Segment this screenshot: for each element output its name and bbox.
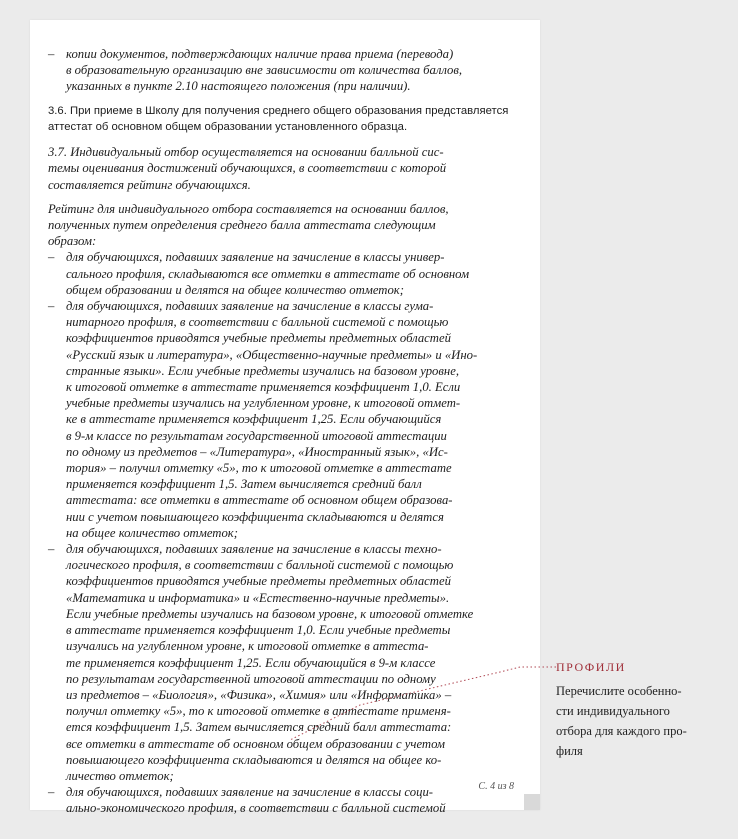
paragraph-rating: Рейтинг для индивидуального отбора составляется на основании баллов, полученных путем определения среднего балла аттестата следующим образом:: [48, 201, 449, 249]
list-item-text: для обучающихся, подавших заявление на зачисление в классы гума- нитарного профиля, в соответствии с балльной системой с помощью коэффициентов приводятся учебные предметы предметных областей «Русский язык и литература», «Общественно-научные предметы» и «Ино- странные языки». Если учебные предметы изучались на базовом уровне, к итоговой отметке в аттестате применяется коэффициент 1,0. Если учебные предметы изучались на углубленном уровне, к итоговой отмет- ке в аттестате применяется коэффициент 1,25. Если обучающийся в 9-м классе по результатам государственной итоговой аттестации по одному из предметов – «Литература», «Иностранный язык», «Ис- тория» – получил отметку «5», то к итоговой отметке в аттестате применяется коэффициент 1,5. Затем вычисляется средний балл аттестата: все отметки в аттестате об основном общем образова- нии с учетом повышающего коэффициента складываются и делятся на общее количество отметок;: [66, 299, 478, 540]
list-item-text: для обучающихся, подавших заявление на зачисление в классы универ- сального профиля, складываются все отметки в аттестате об основном общем образовании и делятся на общее количество отметок;: [66, 250, 470, 297]
list-item-universal: [48, 249, 522, 298]
page-corner-fold: [524, 794, 540, 810]
comment-text: Перечислите особенно- сти индивидуального отбора для каждого про- филя: [556, 684, 687, 758]
list-item-copies: [48, 46, 522, 95]
comment-title: ПРОФИЛИ: [556, 660, 626, 674]
list-dash: –: [48, 299, 55, 314]
list-item-text: копии документов, подтверждающих наличие права приема (перевода) в образовательную организацию вне зависимости от количества баллов, указанных в пункте 2.10 настоящего положения (при наличии).: [66, 47, 463, 94]
list-dash: –: [48, 542, 55, 557]
margin-comment[interactable]: [556, 660, 726, 761]
document-page: [30, 20, 540, 816]
list-item-socioeconomic: [48, 784, 522, 816]
list-dash: –: [48, 250, 55, 265]
page-number: С. 4 из 8: [478, 781, 514, 792]
list-dash: –: [48, 785, 55, 800]
paragraph-3-6: 3.6. При приеме в Школу для получения среднего общего образования представляется аттестат об основном общем образовании установленного образца.: [48, 104, 509, 134]
list-item-text: для обучающихся, подавших заявление на зачисление в классы соци- ально-экономического профиля, в соответствии с балльной системой: [66, 785, 446, 816]
list-item-text: для обучающихся, подавших заявление на зачисление в классы техно- логического профиля, в соответствии с балльной системой с помощью коэффициентов приводятся учебные предметы предметных областей «Математика и информатика» и «Естественно-научные предметы». Если учебные предметы изучались на базовом уровне, к итоговой отметке в аттестате применяется коэффициент 1,0. Если учебные предметы изучались на углубленном уровне, к итоговой отметке в аттеста- те применяется коэффициент 1,25. Если обучающийся в 9-м классе по результатам государственной итоговой аттестации по одному из предметов – «Биология», «Физика», «Химия» или «Информатика» – получил отметку «5», то к итоговой отметке в аттестате применя- ется коэффициент 1,5. Затем вычисляется средний балл аттестата: все отметки в аттестате об основном общем образовании с учетом повышающего коэффициента складываются и делятся на общее ко- личество отметок;: [66, 542, 474, 783]
paragraph-3-7: 3.7. Индивидуальный отбор осуществляется на основании балльной сис- темы оценивания достижений обучающихся, в соответствии с которой составляется рейтинг обучающихся.: [48, 145, 447, 192]
document-body: [48, 46, 522, 817]
list-dash: –: [48, 47, 55, 61]
list-item-technological: [48, 541, 522, 784]
list-item-humanitarian: [48, 298, 522, 541]
